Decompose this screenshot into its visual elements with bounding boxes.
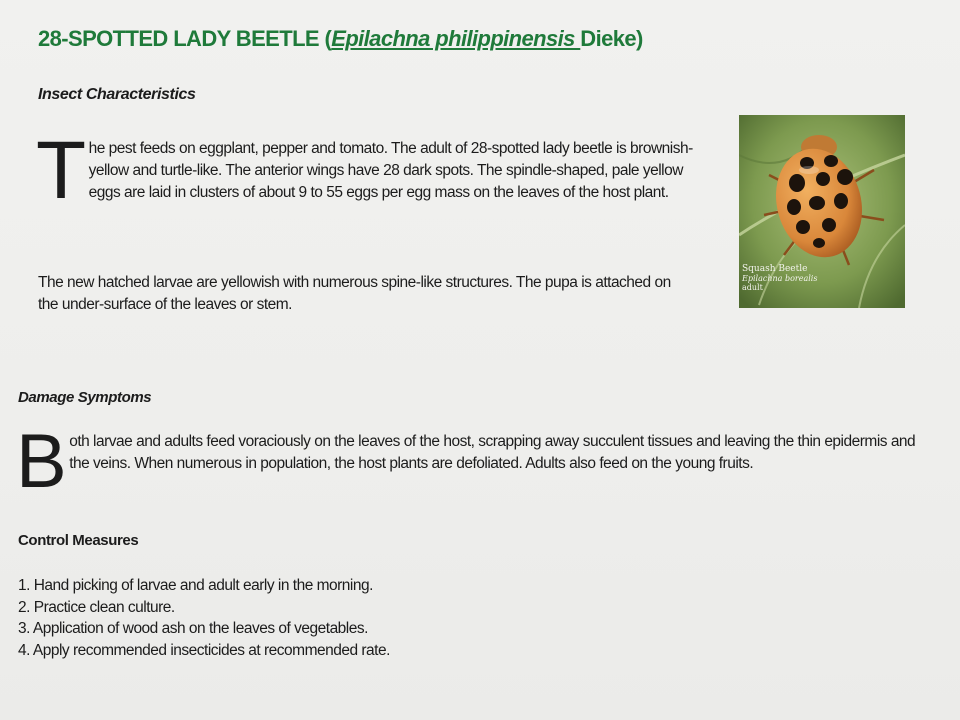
damage-symptoms-heading: Damage Symptoms <box>18 389 152 406</box>
control-measures-heading: Control Measures <box>18 532 139 549</box>
insect-paragraph-1 <box>36 125 718 216</box>
list-item: 2. Practice clean culture. <box>18 598 175 616</box>
title-suffix: Dieke) <box>580 26 643 51</box>
list-item: 4. Apply recommended insecticides at recommended rate. <box>18 641 390 659</box>
damage-paragraph-text: oth larvae and adults feed voraciously on the leaves of the host, scrapping away succulent tissues and leaving the thin epidermis and the veins. When numerous in population, the host plants are defoliated. Adults also feed on the young fruits. <box>69 433 916 472</box>
insect-paragraph-2: The new hatched larvae are yellowish with numerous spine-like structures. The pupa is attached on the under-surface of the leaves or stem. <box>38 274 671 313</box>
damage-paragraph <box>16 419 928 504</box>
caption-line-1: Squash Beetle <box>742 264 808 274</box>
caption-line-3: adult <box>742 283 763 292</box>
dropcap-t: T <box>36 125 86 216</box>
page-title <box>38 26 643 52</box>
scientific-name: Epilachna philippinensis <box>331 26 581 51</box>
dropcap-b: B <box>16 419 67 504</box>
list-item: 1. Hand picking of larvae and adult early in the morning. <box>18 577 373 594</box>
control-measures-list <box>18 575 390 661</box>
caption-line-2: Epilachna borealis <box>742 274 818 283</box>
list-item: 3. Application of wood ash on the leaves of vegetables. <box>18 620 368 637</box>
insect-characteristics-heading: Insect Characteristics <box>38 86 196 103</box>
insect-paragraph-1-text: he pest feeds on eggplant, pepper and tomato. The adult of 28-spotted lady beetle is brownish-yellow and turtle-like. The anterior wings have 28 dark spots. The spindle-shaped, pale yellow eggs are laid in clusters of about 9 to 55 eggs per egg mass on the leaves of the host plant. <box>88 140 693 201</box>
title-prefix: 28-SPOTTED LADY BEETLE ( <box>38 26 332 51</box>
photo-caption <box>742 265 817 292</box>
